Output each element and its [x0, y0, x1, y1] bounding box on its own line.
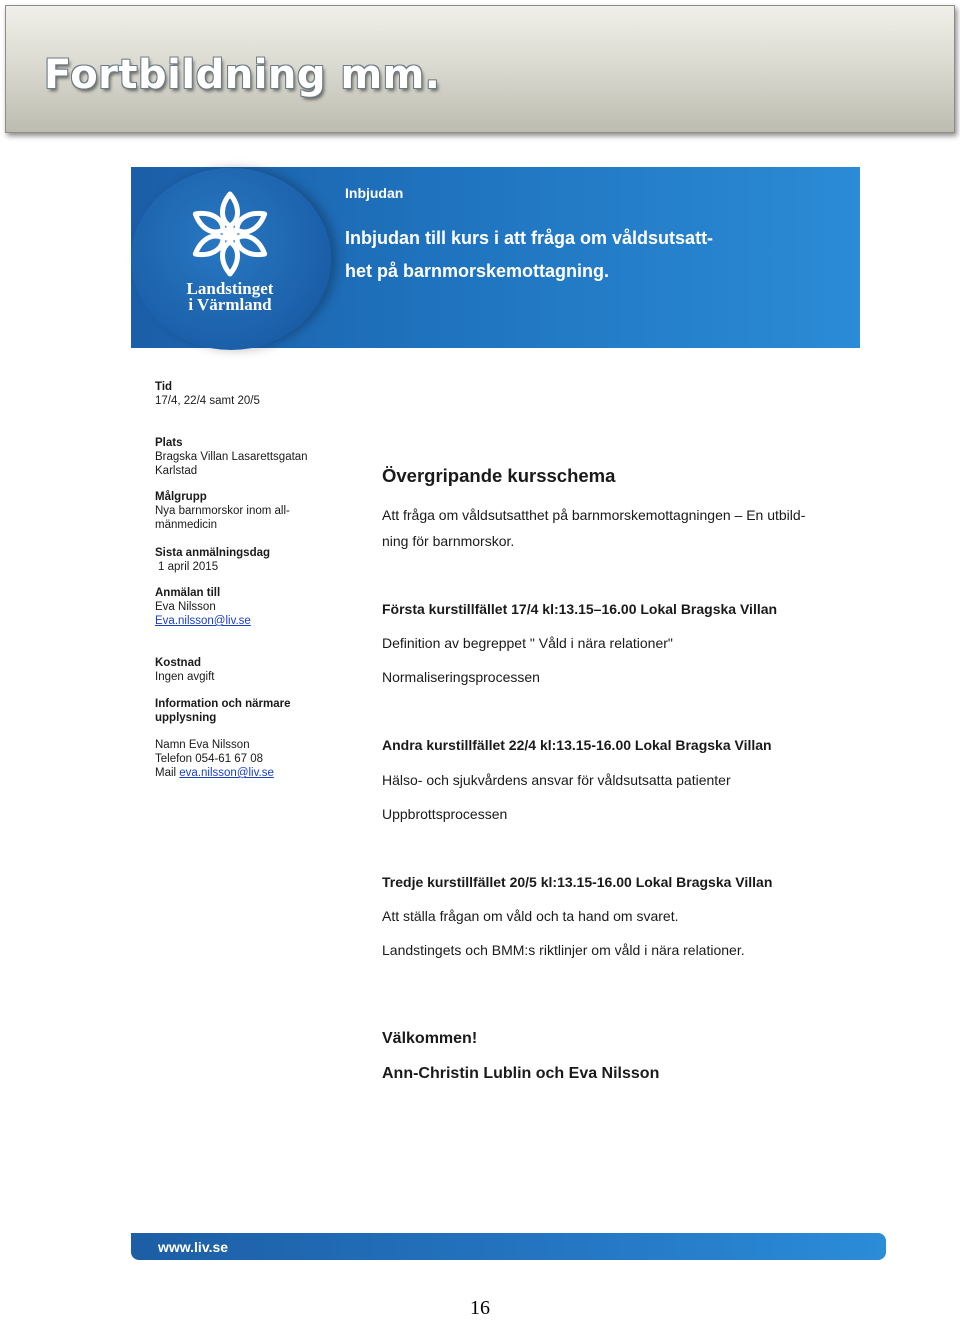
contact-mail-prefix: Mail [155, 767, 180, 779]
session1-item1: Definition av begreppet " Våld i nära relationer" [382, 635, 673, 651]
welcome-text: Välkommen! [382, 1030, 478, 1047]
page-number: 16 [470, 1297, 490, 1319]
header-label: Inbjudan [345, 185, 404, 201]
contact-mail [155, 766, 355, 780]
session3-item2: Landstingets och BMM:s riktlinjer om våld i nära relationer. [382, 942, 745, 958]
logo-text-line1: Landstinget [186, 279, 274, 298]
session1-title: Första kurstillfället 17/4 kl:13.15–16.00 Lokal Bragska Villan [382, 601, 778, 617]
info-registration [155, 586, 355, 628]
logo-text [150, 281, 310, 313]
contact-name: Namn Eva Nilsson [155, 739, 250, 751]
flower-logo-icon [178, 188, 282, 278]
info-cost [155, 656, 355, 684]
header-title-line1: Inbjudan till kurs i att fråga om våldsutsatt- [345, 228, 714, 248]
contact-phone: Telefon 054-61 67 08 [155, 753, 264, 765]
cost-label: Kostnad [155, 657, 201, 669]
place-value-line2: Karlstad [155, 465, 198, 477]
schedule-intro-line2: ning för barnmorskor. [382, 533, 515, 549]
header-title [345, 222, 805, 288]
footer-bar [131, 1233, 886, 1260]
target-group-label: Målgrupp [155, 491, 207, 503]
session2-title: Andra kurstillfället 22/4 kl:13.15-16.00 Lokal Bragska Villan [382, 737, 772, 753]
footer-url[interactable]: www.liv.se [158, 1239, 229, 1255]
registration-label: Anmälan till [155, 587, 221, 599]
contact-mail-link[interactable]: eva.nilsson@liv.se [179, 767, 274, 779]
session3-item1: Att ställa frågan om våld och ta hand om svaret. [382, 908, 679, 924]
info-contact [155, 697, 355, 725]
info-deadline [155, 546, 355, 574]
time-value: 17/4, 22/4 samt 20/5 [155, 395, 260, 407]
info-time [155, 380, 355, 408]
target-group-line1: Nya barnmorskor inom all- [155, 505, 290, 517]
place-label: Plats [155, 437, 183, 449]
logo-text-line2: i Värmland [188, 295, 272, 314]
target-group-line2: mänmedicin [155, 519, 217, 531]
deadline-label: Sista anmälningsdag [155, 547, 271, 559]
title-banner [5, 5, 955, 133]
registration-email-link[interactable]: Eva.nilsson@liv.se [155, 615, 251, 627]
info-target-group [155, 490, 355, 532]
session3-title: Tredje kurstillfället 20/5 kl:13.15-16.00 Lokal Bragska Villan [382, 874, 773, 890]
header-title-line2: het på barnmorskemottagning. [345, 261, 610, 281]
time-label: Tid [155, 381, 173, 393]
deadline-value: 1 april 2015 [158, 561, 219, 573]
schedule-heading: Övergripande kursschema [382, 465, 616, 486]
signature-text: Ann-Christin Lublin och Eva Nilsson [382, 1065, 660, 1082]
info-place [155, 436, 355, 478]
registration-name: Eva Nilsson [155, 601, 216, 613]
contact-label-line1: Information och närmare [155, 698, 291, 710]
schedule-intro-line1: Att fråga om våldsutsatthet på barnmorskemottagningen – En utbild- [382, 507, 806, 523]
place-value-line1: Bragska Villan Lasarettsgatan [155, 451, 308, 463]
session2-item1: Hälso- och sjukvårdens ansvar för våldsutsatta patienter [382, 772, 731, 788]
contact-label-line2: upplysning [155, 712, 217, 724]
session2-item2: Uppbrottsprocessen [382, 806, 508, 822]
cost-value: Ingen avgift [155, 671, 215, 683]
banner-title: Fortbildning mm. [44, 52, 441, 98]
info-contact-details [155, 738, 355, 780]
session1-item2: Normaliseringsprocessen [382, 669, 540, 685]
